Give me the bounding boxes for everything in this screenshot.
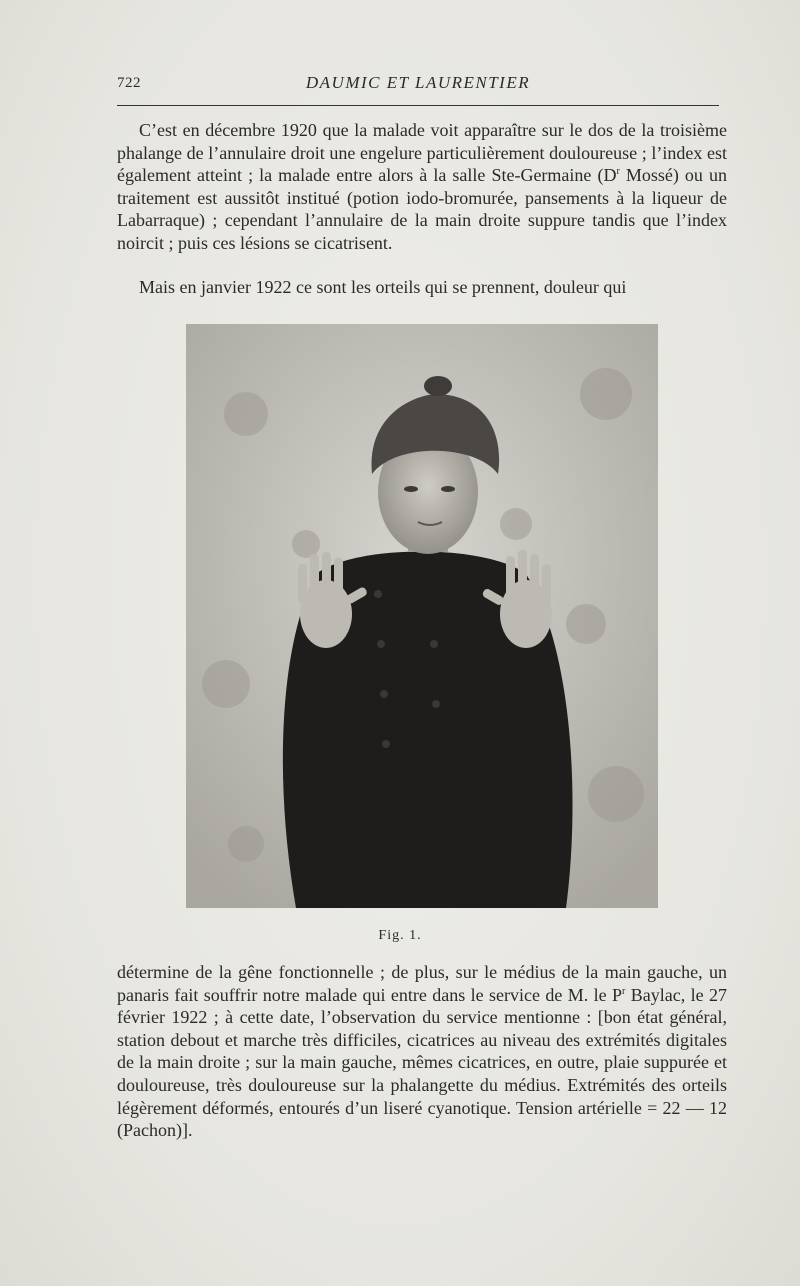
paragraph-2: Mais en janvier 1922 ce sont les orteils qui se prennent, douleur qui [139,277,627,297]
paragraph-1 [117,119,727,255]
superscript: r [616,166,620,178]
paragraph-1-text-a: C’est en décembre 1920 que la malade voit apparaître sur le dos de la troisième phalange de l’annulaire droit une engelure particulièrement douloureuse ; l’index est également atteint ; la malade entre alors à la salle Ste-Germaine (D [117,120,727,186]
paragraph-3-text-a: détermine de la gêne fonctionnelle ; de plus, sur le médius de la main gauche, un panaris fait souffrir notre malade qui entre dans le service de M. le P [117,962,727,1005]
figure-photograph [186,324,658,908]
portrait-photo [186,324,658,908]
superscript: r [622,985,626,997]
page-number: 722 [117,75,141,91]
paragraph-3 [117,961,727,1142]
figure-caption: Fig. 1. [378,928,422,943]
running-head: DAUMIC ET LAURENTIER [305,73,531,92]
paragraph-1-text-b: Mossé) ou un traitement est aussitôt institué (potion iodo-bromurée, pansements à la liqueur de Labarraque) ; cependant l’annulaire de la main droite suppure tandis que l’index noircit ; puis ces lésions se cicatrisent. [117,165,727,253]
paragraph-3-text-b: Baylac, le 27 février 1922 ; à cette date, l’observation du service mentionne : [bon état général, station debout et marche très difficiles, cicatrices au niveau des extrémités digitales de la main droite ; sur la main gauche, mêmes cicatrices, en outre, plaie suppurée et douloureuse, très douloureuse sur la phalangette du médius. Extrémités des orteils légèrement déformés, entourés d’un liseré cyanotique. Tension artérielle = 22 — 12 (Pachon)]. [117,984,727,1141]
header-rule [117,105,719,106]
page-header [117,73,719,97]
